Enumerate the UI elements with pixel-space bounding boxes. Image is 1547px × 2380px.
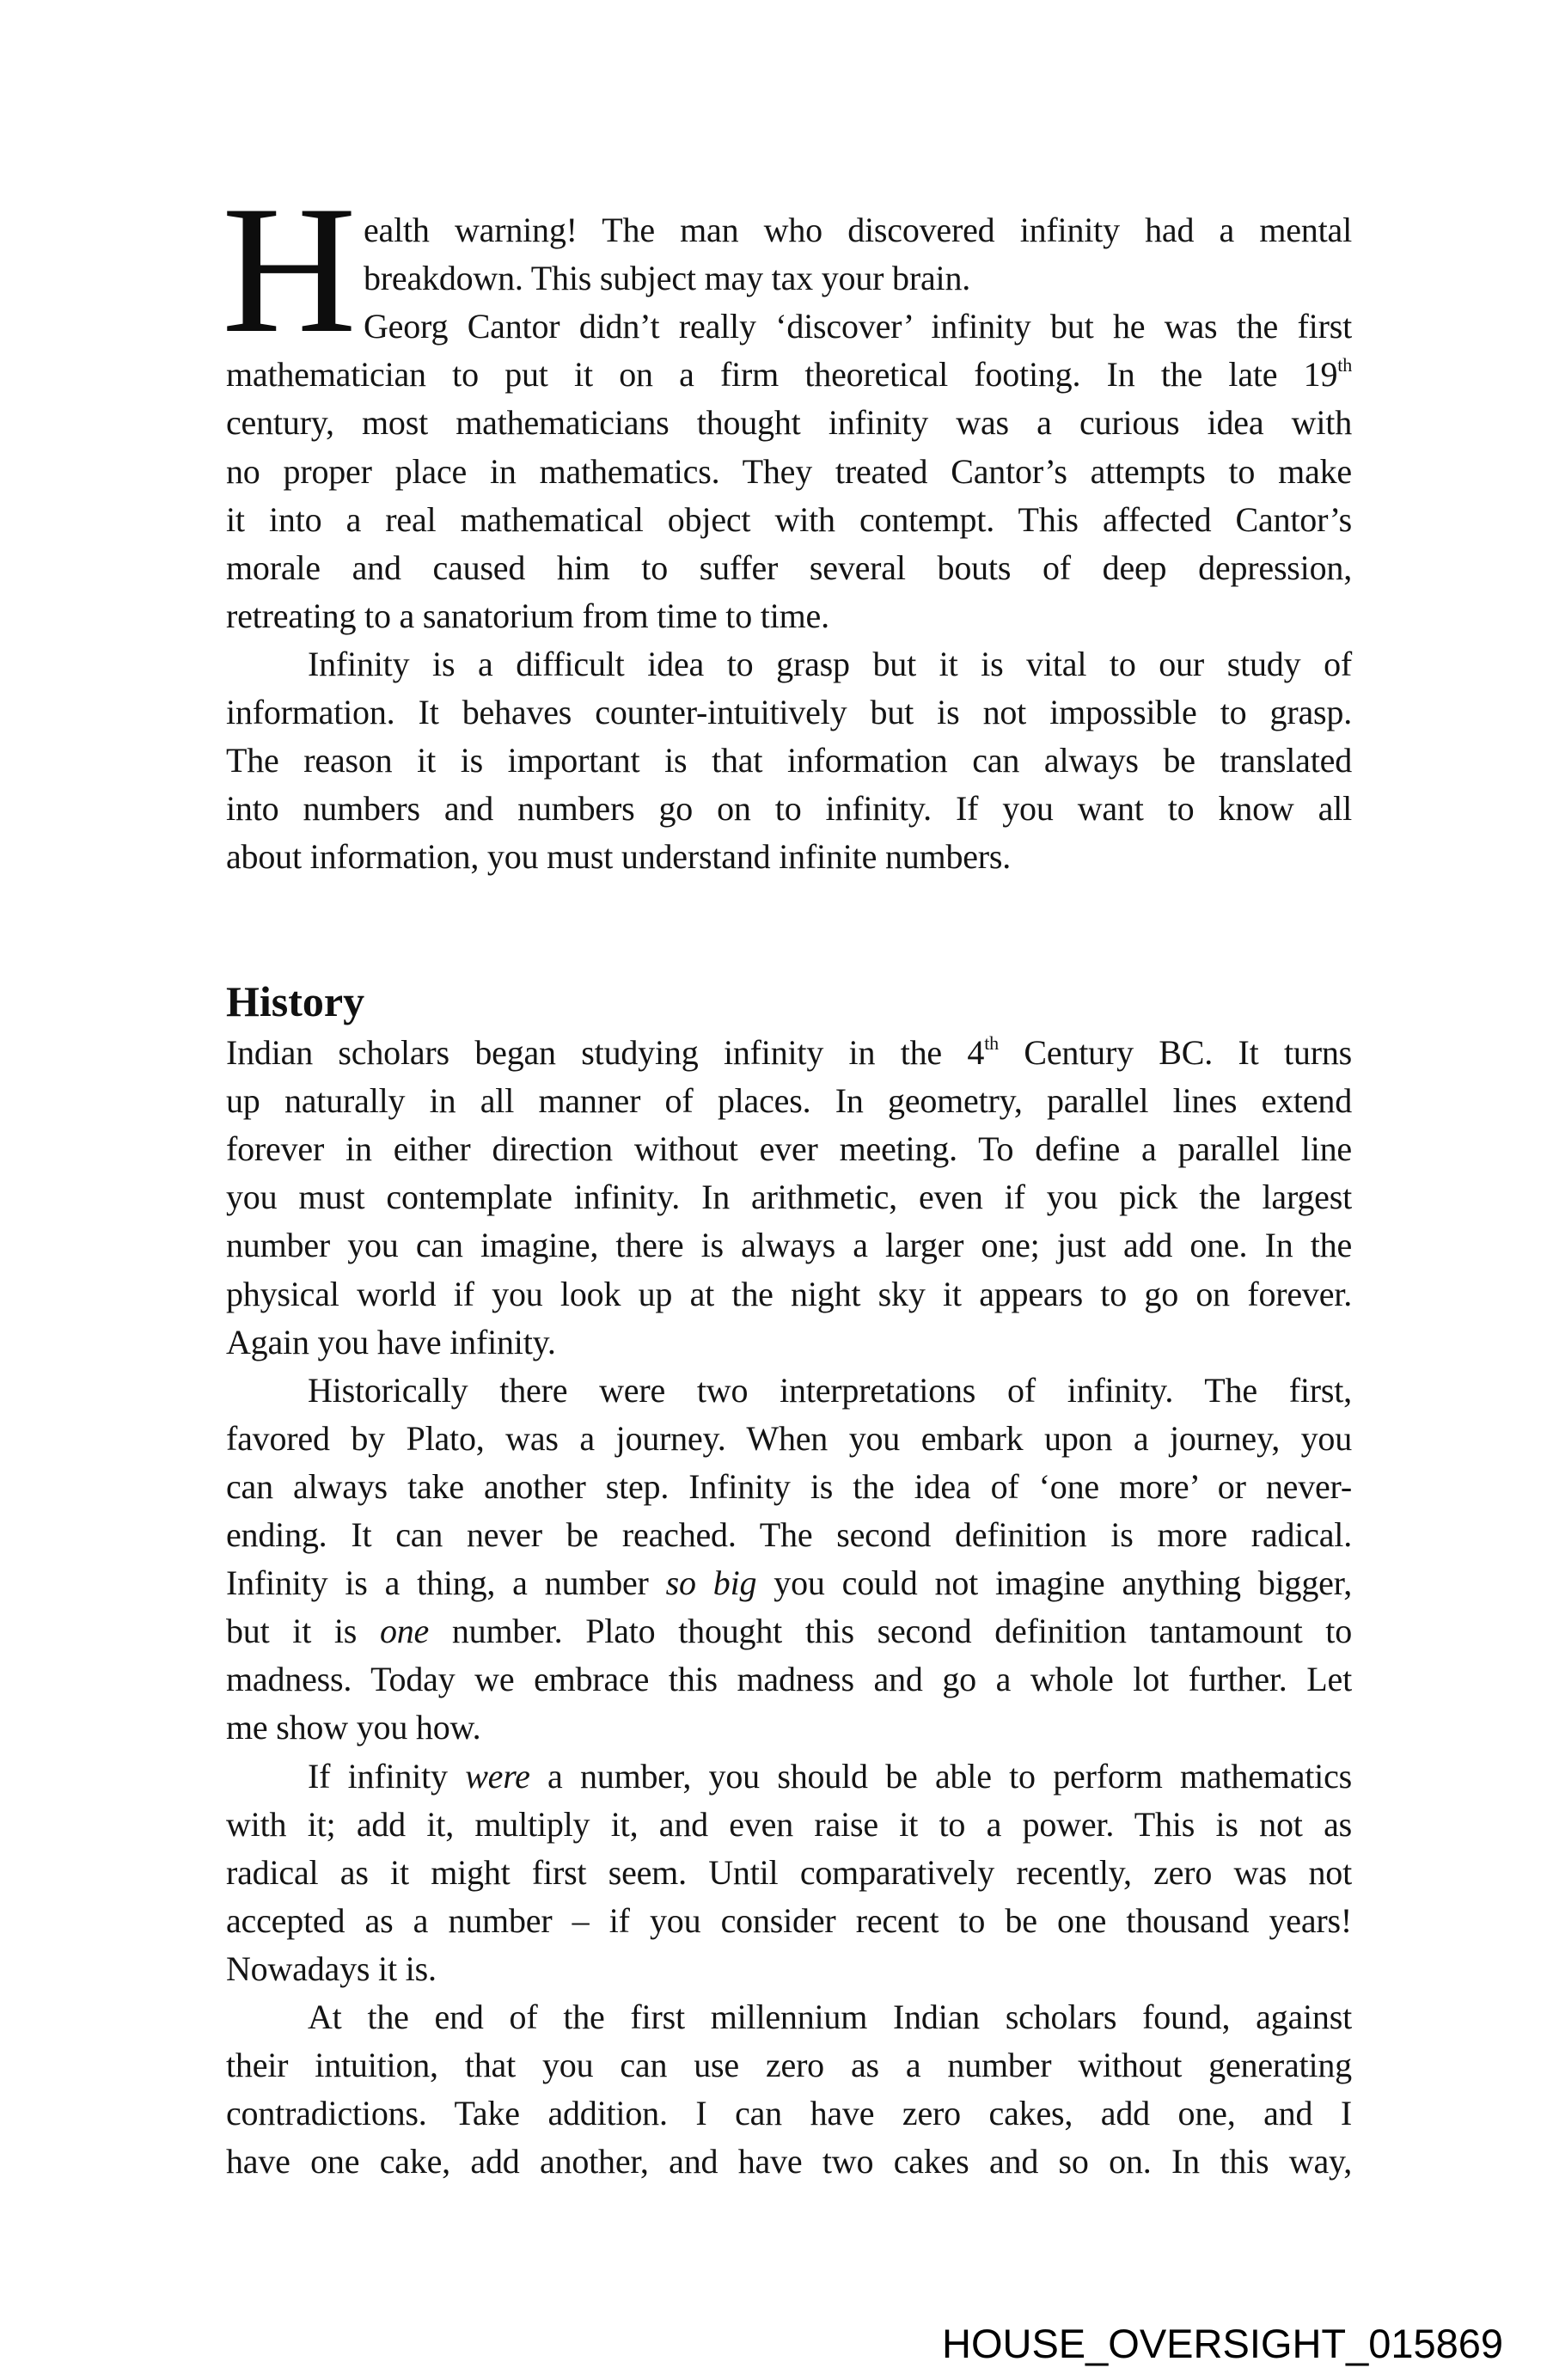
drop-cap-letter: H	[222, 168, 357, 371]
text-span: Nowadays it is.	[226, 1949, 437, 1988]
text-span: morale and caused him to suffer several bouts of deep depression,	[226, 548, 1352, 587]
text-span: breakdown. This subject may tax your brain.	[364, 259, 971, 298]
text-line	[226, 592, 1352, 640]
text-line	[308, 1367, 1352, 1415]
text-span: At the end of the first millennium Indian scholars found, against	[308, 1998, 1352, 2036]
text-line	[226, 1318, 1352, 1367]
text-span: madness. Today we embrace this madness and go a whole lot further. Let	[226, 1660, 1352, 1699]
text-line	[226, 1173, 1352, 1221]
text-line	[226, 496, 1352, 544]
text-line	[226, 351, 1352, 399]
text-line	[226, 1221, 1352, 1270]
text-span: you could not imagine anything bigger,	[756, 1563, 1352, 1603]
text-line	[308, 640, 1352, 688]
text-span: Indian scholars began studying infinity in the 4	[226, 1033, 985, 1072]
text-line	[226, 833, 1352, 881]
text-span: accepted as a number – if you consider recent to be one thousand years!	[226, 1900, 1352, 1940]
italic-text: so big	[665, 1563, 757, 1603]
text-span: mathematician to put it on a firm theoretical footing. In the late 19	[226, 355, 1338, 395]
text-span: contradictions. Take addition. I can have zero cakes, add one, and I	[226, 2094, 1352, 2133]
text-line	[226, 399, 1352, 447]
text-line	[226, 448, 1352, 496]
text-span: century, most mathematicians thought infinity was a curious idea with	[226, 403, 1352, 443]
text-line	[226, 1511, 1352, 1559]
text-line	[364, 254, 1352, 303]
text-line	[226, 2089, 1352, 2138]
text-span: their intuition, that you can use zero as a number without generating	[226, 2046, 1352, 2085]
text-span: ealth warning! The man who discovered infinity had a mental	[364, 211, 1352, 249]
text-line	[226, 1029, 1352, 1077]
bates-stamp: HOUSE_OVERSIGHT_015869	[942, 2321, 1504, 2366]
text-line	[226, 1801, 1352, 1849]
italic-text: one	[379, 1612, 430, 1651]
text-line	[226, 688, 1352, 737]
section-heading-history: History	[226, 977, 365, 1025]
text-span: number you can imagine, there is always a larger one; just add one. In the	[226, 1226, 1352, 1265]
text-span: no proper place in mathematics. They treated Cantor’s attempts to make	[226, 451, 1352, 491]
text-line	[308, 1753, 1352, 1801]
text-line	[226, 1559, 1352, 1607]
text-span: but it is	[226, 1612, 380, 1651]
text-line	[226, 1125, 1352, 1173]
text-line	[226, 1607, 1352, 1655]
text-span: into numbers and numbers go on to infinity. If you want to know all	[226, 789, 1352, 829]
text-line	[226, 1415, 1352, 1463]
text-span: Historically there were two interpretations of infinity. The first,	[308, 1370, 1352, 1410]
text-line	[226, 2138, 1352, 2186]
text-span: retreating to a sanatorium from time to time.	[226, 596, 829, 635]
text-span: Again you have infinity.	[226, 1322, 556, 1361]
text-line	[226, 1077, 1352, 1125]
text-span: forever in either direction without ever meeting. To define a parallel line	[226, 1129, 1352, 1169]
text-span: a number, you should be able to perform mathematics	[529, 1756, 1352, 1796]
text-span: with it; add it, multiply it, and even raise it to a power. This is not as	[226, 1804, 1352, 1844]
text-line	[226, 737, 1352, 785]
text-span: favored by Plato, was a journey. When you embark upon a journey, you	[226, 1418, 1352, 1458]
superscript: th	[1337, 354, 1352, 376]
text-line	[226, 2041, 1352, 2089]
text-line	[364, 206, 1352, 254]
text-span: me show you how.	[226, 1708, 481, 1747]
text-span: information. It behaves counter-intuitively but is not impossible to grasp.	[226, 693, 1352, 731]
text-span: can always take another step. Infinity is the idea of ‘one more’ or never-	[226, 1466, 1352, 1506]
text-span: you must contemplate infinity. In arithmetic, even if you pick the largest	[226, 1178, 1352, 1217]
text-span: The reason it is important is that information can always be translated	[226, 741, 1352, 780]
text-line	[226, 1270, 1352, 1318]
text-span: physical world if you look up at the night sky it appears to go on forever.	[226, 1274, 1352, 1313]
text-span: have one cake, add another, and have two cakes and so on. In this way,	[226, 2142, 1352, 2181]
text-span: ending. It can never be reached. The second definition is more radical.	[226, 1515, 1352, 1554]
text-span: number. Plato thought this second definition tantamount to	[429, 1612, 1352, 1651]
text-span: Infinity is a difficult idea to grasp but it is vital to our study of	[308, 644, 1352, 683]
text-span: Georg Cantor didn’t really ‘discover’ infinity but he was the first	[364, 307, 1352, 346]
text-line	[226, 1849, 1352, 1897]
text-span: radical as it might first seem. Until comparatively recently, zero was not	[226, 1852, 1352, 1892]
text-line	[364, 303, 1352, 351]
text-line	[226, 1463, 1352, 1511]
text-span: Century BC. It turns	[998, 1033, 1352, 1072]
text-span: up naturally in all manner of places. In geometry, parallel lines extend	[226, 1081, 1352, 1121]
text-line	[226, 1655, 1352, 1704]
text-line	[226, 785, 1352, 833]
text-span: about information, you must understand infinite numbers.	[226, 837, 1012, 877]
superscript: th	[984, 1032, 999, 1054]
text-span: it into a real mathematical object with contempt. This affected Cantor’s	[226, 499, 1352, 539]
text-line	[226, 544, 1352, 592]
text-line	[226, 1704, 1352, 1752]
text-line	[226, 1945, 1352, 1993]
text-line	[226, 1897, 1352, 1945]
text-span: Infinity is a thing, a number	[226, 1563, 666, 1603]
text-line	[308, 1993, 1352, 2041]
text-span: If infinity	[308, 1756, 466, 1796]
italic-text: were	[465, 1756, 530, 1796]
